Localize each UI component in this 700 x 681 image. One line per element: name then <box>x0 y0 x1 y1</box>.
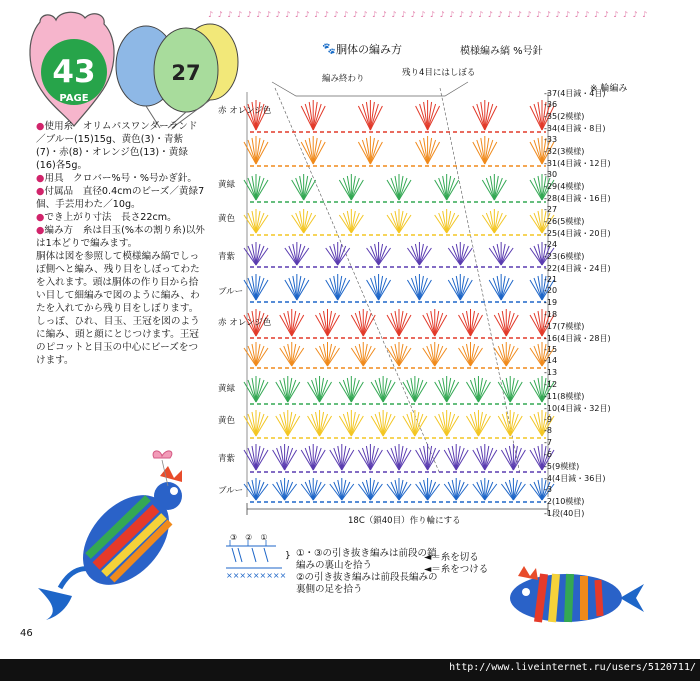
base-label: 18C（鎖40目）作り輪にする <box>348 516 461 526</box>
material-yarn: ●使用糸 オリムパスワンダーランド／ブルー(15)15g、黄色(3)・青紫(7)・赤(8)・オレンジ色(13)・黄緑(16)各5g。 <box>36 121 198 171</box>
row-label: -22(4目減・24目) <box>544 264 611 273</box>
row-label: -32(3模様) <box>544 147 585 157</box>
row-label: -7 <box>544 438 552 447</box>
decorative-border: ♪ ♪ ♪ ♪ ♪ ♪ ♪ ♪ ♪ ♪ ♪ ♪ ♪ ♪ ♪ ♪ ♪ ♪ ♪ ♪ ♪ ♪ ♪ ♪ ♪ ♪ ♪ ♪ ♪ ♪ ♪ ♪ ♪ ♪ ♪ ♪ ♪ ♪ ♪ ♪ ♪ ♪ ♪ ♪ ♪ ♪ <box>208 10 649 19</box>
end-label: 編み終わり <box>322 74 365 84</box>
row-label: -8 <box>544 426 552 436</box>
row-label: -17(7模様) <box>544 322 585 332</box>
row-label: -21 <box>544 274 558 284</box>
ring-note: ※ 輪編み <box>590 84 628 94</box>
color-label: 黄色 <box>218 214 236 224</box>
instructions-text: 胴体は図を参照して模様編み縞でしっぽ側へと編み、残り目をしぼってわたを入れます。頭は胴体の作り目から拾い目して細編みで図のように編み、わたを入れてから残り目をしぼります。しっぽ、ひれ、目玉、王冠を図のように編み、頭と顔にとじつけます。王冠のピコットと目玉の中心にビーズをつけます。 <box>36 251 200 366</box>
badge-number: 43 <box>52 54 96 90</box>
source-url: http://www.liveinternet.ru/users/5120711/ <box>449 662 696 673</box>
row-label: -33 <box>544 134 558 144</box>
legend-item-2: ②の引き抜き編みは前段長編みの裏側の足を拾う <box>296 572 438 595</box>
row-label: -26(5模様) <box>544 217 585 227</box>
row-label: -13 <box>544 368 558 377</box>
row-label: -14 <box>544 356 558 366</box>
color-label: ブルー <box>218 287 244 297</box>
color-label: 黄緑 <box>218 384 236 394</box>
row-label: -10(4目減・32目) <box>544 404 611 413</box>
row-label: -31(4目減・12目) <box>544 159 611 168</box>
gather-label: 残り4目にはしぼる <box>402 68 476 78</box>
svg-text:×××××××××: ××××××××× <box>226 571 287 580</box>
color-label: 青紫 <box>218 454 236 464</box>
materials-block <box>36 120 206 367</box>
row-label: -36 <box>544 99 558 109</box>
color-label: 青紫 <box>218 252 236 262</box>
legend-attach: ◄＝糸をつける <box>424 564 489 575</box>
fish-illustration-small <box>510 566 644 622</box>
page-number: 46 <box>20 628 33 639</box>
row-label: -27 <box>544 204 558 214</box>
row-label: -11(8模様) <box>544 392 585 402</box>
color-label: ブルー <box>218 486 244 496</box>
diagram-title: 胴体の編み方 <box>336 43 402 56</box>
row-label: -30 <box>544 169 558 179</box>
material-size: ●でき上がり寸法 長さ22cm。 <box>36 212 177 223</box>
material-tools: ●用具 クロバー%号・%号かぎ針。 <box>36 173 197 184</box>
row-label: -18 <box>544 309 558 319</box>
row-label: -19 <box>544 298 558 307</box>
row-label: -3 <box>544 484 552 494</box>
row-label: -5(9模様) <box>544 462 580 472</box>
row-label: -35(2模様) <box>544 112 585 122</box>
badge-page-word: PAGE <box>59 93 89 104</box>
row-label: -28(4目減・16目) <box>544 194 611 203</box>
row-label: -20 <box>544 286 558 296</box>
row-label: -4(4目減・36目) <box>544 474 606 483</box>
row-label: -6 <box>544 449 552 459</box>
row-label: -24 <box>544 239 558 249</box>
row-label: -15 <box>544 344 558 354</box>
color-label: 赤 オレンジ色 <box>218 318 272 328</box>
svg-text:}: } <box>285 551 291 561</box>
row-label: -2(10模様) <box>544 497 585 507</box>
color-label: 黄緑 <box>218 180 236 190</box>
material-accessories: ●付属品 直径0.4cmのビーズ／黄緑7個、手芸用わた／10g。 <box>36 186 205 210</box>
color-label: 黄色 <box>218 416 236 426</box>
row-label: -25(4目減・20目) <box>544 229 611 238</box>
row-label: -12 <box>544 379 558 389</box>
color-label: 赤 オレンジ色 <box>218 106 272 116</box>
balloon-badge <box>30 12 114 126</box>
badge-second-number: 27 <box>171 61 201 85</box>
material-method: ●編み方 糸は目玉(%本の割り糸)以外は1本どりで編みます。 <box>36 225 205 249</box>
legend-marks <box>424 552 488 576</box>
legend-chart <box>226 540 291 580</box>
legend-cut: ◄＝糸を切る <box>424 552 479 563</box>
row-label: -9 <box>544 414 552 424</box>
fish-illustration-large <box>38 451 186 620</box>
row-label: -1段(40目) <box>544 509 585 518</box>
row-label: -29(4模様) <box>544 182 585 192</box>
paw-icon: 🐾 <box>322 42 336 55</box>
diagram-subtitle: 模様編み縞 %号針 <box>460 46 543 57</box>
row-label: -37(4目減・4目) <box>544 89 606 98</box>
legend-numbers: ③②① <box>230 533 276 542</box>
row-label: -34(4目減・8目) <box>544 124 606 133</box>
legend-item-1: ①・③の引き抜き編みは前段の鎖編みの裏山を拾う <box>296 548 437 571</box>
crochet-chart <box>244 100 554 502</box>
row-label: -23(6模様) <box>544 252 585 262</box>
row-label: -16(4目減・28目) <box>544 334 611 343</box>
